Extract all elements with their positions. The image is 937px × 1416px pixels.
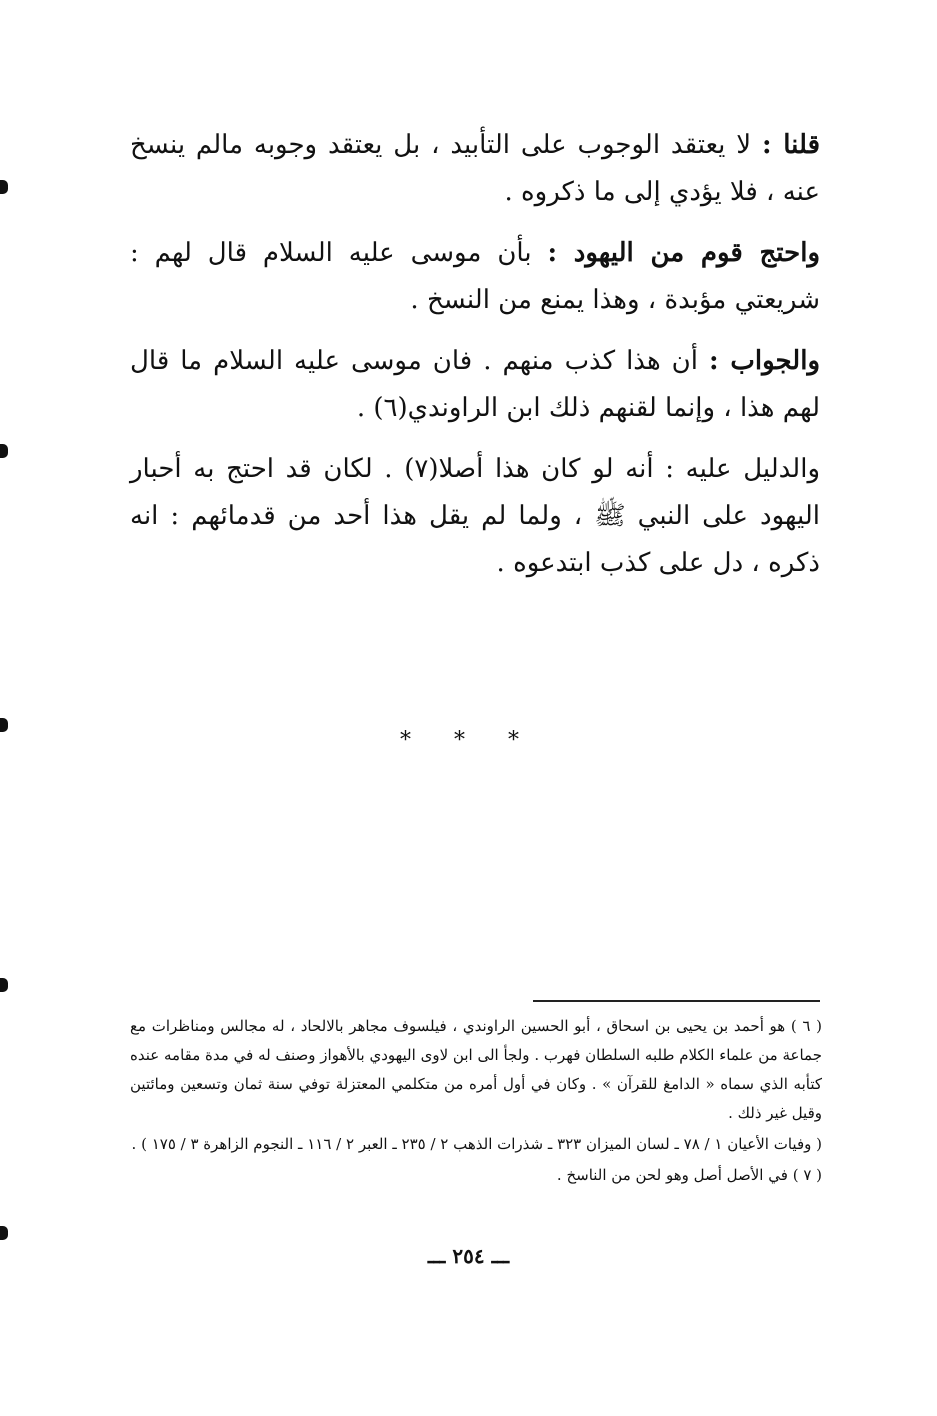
paragraph-text: لا يعتقد الوجوب على التأبيد ، بل يعتقد وجوبه مالم ينسخ عنه ، فلا يؤدي إلى ما ذكروه . bbox=[130, 130, 820, 207]
page-edge-mark bbox=[0, 978, 8, 992]
paragraph-lead: والجواب : bbox=[709, 346, 821, 376]
footnote: ( وفيات الأعيان ١ / ٧٨ ـ لسان الميزان ٣٢٣ ـ شذرات الذهب ٢ / ٢٣٥ ـ العبر ٢ / ١١٦ ـ النجوم الزاهرة ٣ / ١٧٥ ) . bbox=[131, 1135, 822, 1153]
page-edge-mark bbox=[0, 180, 8, 194]
paragraph bbox=[130, 446, 820, 587]
paragraph-text: والدليل عليه : أنه لو كان هذا أصلا(٧) . لكان قد احتج به أحبار اليهود على النبي ﷺ ، ولما لم يقل هذا أحد من قدمائهم : انه ذكره ، دل على كذب ابتدعوه . bbox=[130, 454, 821, 578]
paragraph bbox=[130, 122, 820, 216]
footnote: ( ٧ ) في الأصل أصل وهو لحن من الناسخ . bbox=[556, 1166, 822, 1184]
page-number: ـــ ٢٥٤ ـــ bbox=[427, 1244, 510, 1268]
paragraph bbox=[130, 338, 820, 432]
footnote-divider bbox=[533, 1000, 820, 1002]
paragraph-text: بأن موسى عليه السلام قال لهم : شريعتي مؤبدة ، وهذا يمنع من النسخ . bbox=[130, 238, 820, 315]
section-separator: * * * bbox=[400, 728, 537, 753]
paragraph-lead: واحتج قوم من اليهود : bbox=[547, 238, 820, 268]
footnote: ( ٦ ) هو أحمد بن يحيى بن اسحاق ، أبو الحسين الراوندي ، فيلسوف مجاهر بالالحاد ، له مجالس ومناظرات مع جماعة من علماء الكلام طلبه السلطان فهرب . ولجأ الى ابن لاوى اليهودي بالأهواز وصنف له في مدة مقامه عنده كتأبه الذي سماه « الدامغ للقرآن » . وكان في أول أمره من متكلمي المعتزلة توفي سنة ثمان وتسعين ومائتين وقيل غير ذلك . bbox=[130, 1017, 822, 1122]
paragraph bbox=[130, 230, 820, 324]
main-text bbox=[130, 122, 820, 601]
paragraph-lead: قلنا : bbox=[761, 130, 820, 160]
page-edge-mark bbox=[0, 1226, 8, 1240]
paragraph-text: أن هذا كذب منهم . فان موسى عليه السلام ما قال لهم هذا ، وإنما لقنهم ذلك ابن الراوندي(٦) . bbox=[130, 346, 820, 423]
page-edge-mark bbox=[0, 444, 8, 458]
footnotes bbox=[130, 1012, 822, 1192]
